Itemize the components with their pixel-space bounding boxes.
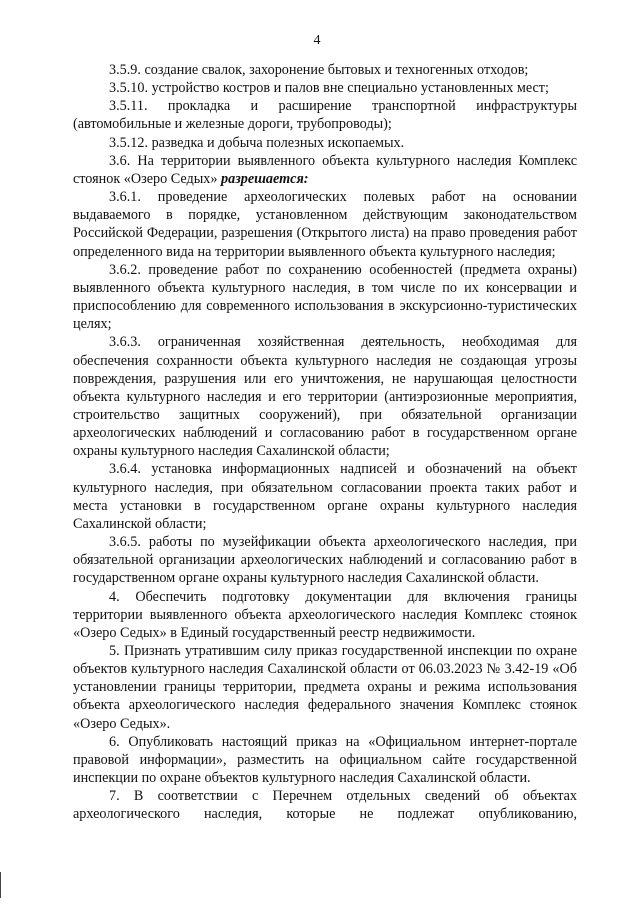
page-number: 4: [313, 33, 321, 48]
clause-3-5-10: 3.5.10. устройство костров и палов вне специально установленных мест;: [109, 80, 549, 97]
document-body: [73, 61, 577, 824]
clause-3-5-11: 3.5.11. прокладка и расширение транспортной инфраструктуры (автомобильные и железные дороги, трубопроводы);: [73, 98, 577, 133]
clause-3-5-9: 3.5.9. создание свалок, захоронение бытовых и техногенных отходов;: [109, 62, 529, 78]
clause-3-5-12: 3.5.12. разведка и добыча полезных ископаемых.: [109, 134, 405, 151]
clause-3-6-5: 3.6.5. работы по музейфикации объекта археологического наследия, при обязательной организации археологических наблюдений и согласованию работ в государственном органе охраны культурного наследия Сахалинской области.: [73, 534, 577, 587]
clause-3-6-3: 3.6.3. ограниченная хозяйственная деятельность, необходимая для обеспечения сохранности объекта культурного наследия не создающая угрозы повреждения, разрушения или его уничтожения, не нарушающая целостности объекта культурного наследия и его территории (антиэрозионные мероприятия, строительство защитных сооружений), при обязательной организации археологических наблюдений и согласованию работ в государственном органе охраны культурного наследия Сахалинской области;: [73, 334, 577, 460]
clause-3-6-1: 3.6.1. проведение археологических полевых работ на основании выдаваемого в порядке, установленном действующим законодательством Российской Федерации, разрешения (Открытого листа) на право проведения работ определенного вида на территории выявленного объекта культурного наследия;: [73, 189, 577, 260]
scan-artifact-mark: [0, 872, 1, 898]
clause-3-6: [73, 152, 577, 188]
clause-3-6-text: 3.6. На территории выявленного объекта культурного наследия Комплекс стоянок «Озеро Седых»: [73, 152, 577, 187]
clause-3-6-4: 3.6.4. установка информационных надписей и обозначений на объект культурного наследия, при обязательном согласовании проекта таких работ и места установки в государственном органе охраны культурного наследия Сахалинской области;: [73, 461, 577, 532]
clause-6: 6. Опубликовать настоящий приказ на «Официальном интернет-портале правовой информации», разместить на официальном сайте государственной инспекции по охране объектов культурного наследия Сахалинской области.: [73, 733, 577, 787]
clause-5: 5. Признать утратившим силу приказ государственной инспекции по охране объектов культурного наследия Сахалинской области от 06.03.2023 № 3.42-19 «Об установлении границы территории, предмета охраны и режима использования объекта археологического наследия федерального значения Комплекс стоянок «Озеро Седых».: [73, 643, 577, 732]
clause-4: 4. Обеспечить подготовку документации для включения границы территории выявленного объекта археологического наследия Комплекс стоянок «Озеро Седых» в Единый государственный реестр недвижимости.: [73, 588, 577, 641]
clause-7: 7. В соответствии с Перечнем отдельных сведений об объектах археологического наследия, которые не подлежат опубликованию,: [73, 788, 577, 823]
clause-3-6-emphasis: разрешается:: [221, 170, 309, 187]
clause-3-6-2: 3.6.2. проведение работ по сохранению особенностей (предмета охраны) выявленного объекта культурного наследия, в том числе по их консервации и приспособлению для современного использования в экскурсионно-туристических целях;: [73, 261, 577, 333]
